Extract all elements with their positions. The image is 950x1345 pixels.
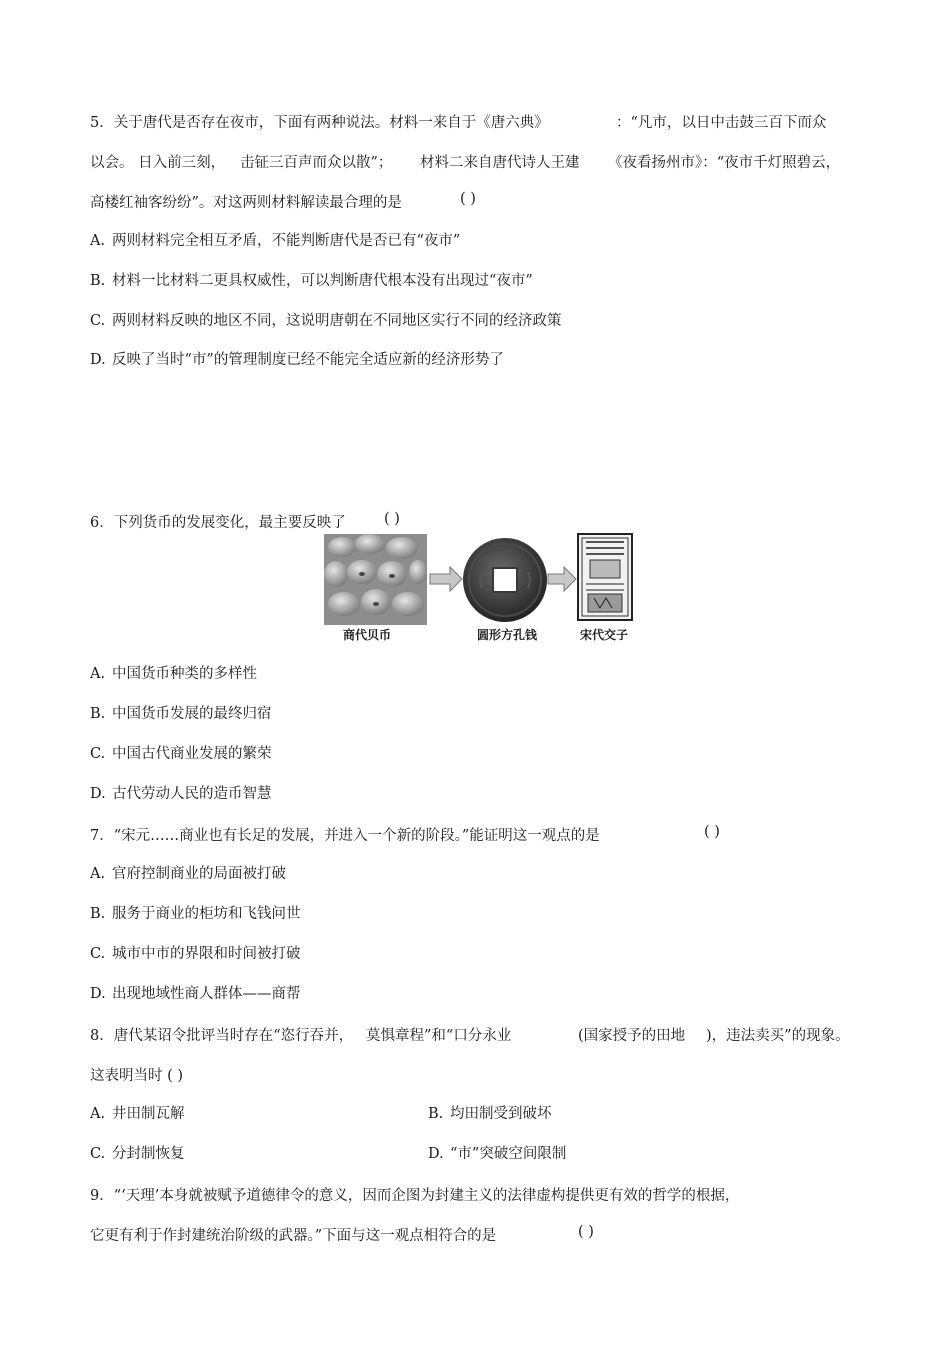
option-text: 两则材料完全相互矛盾，不能判断唐代是否已有“夜市”	[112, 233, 461, 249]
q9-stem-line1: 9．“‘天理’本身就被赋予道德律令的意义，因而企图为封建主义的法律虚构提供更有效的哲学的根据，	[90, 1188, 740, 1204]
option-letter: B.	[90, 706, 106, 722]
option-text: 材料一比材料二更具权威性，可以判断唐代根本没有出现过“夜市”	[112, 273, 533, 289]
q5-answer-paren: ( )	[460, 191, 476, 207]
q6-stem: 6．下列货币的发展变化，最主要反映了	[90, 515, 346, 531]
option-letter: C.	[90, 946, 106, 962]
option-letter: A.	[90, 866, 106, 882]
q5-option-d[interactable]	[90, 350, 504, 370]
q7-option-a[interactable]	[90, 864, 286, 884]
option-letter: D.	[90, 352, 106, 368]
q5-stem-line2-a: 以会。 日入前三刻，	[90, 155, 226, 171]
option-letter: A.	[90, 1106, 106, 1122]
q7-option-d[interactable]	[90, 984, 301, 1004]
option-text: 中国货币种类的多样性	[112, 666, 257, 682]
q9-answer-paren: ( )	[578, 1224, 594, 1240]
q7-option-c[interactable]	[90, 944, 301, 964]
option-text: 反映了当时“市”的管理制度已经不能完全适应新的经济形势了	[112, 352, 504, 368]
q5-stem-line1-a: 5．关于唐代是否存在夜市，下面有两种说法。材料一来自于《唐六典》	[90, 115, 549, 131]
option-letter: B.	[90, 906, 106, 922]
option-text: 分封制恢复	[112, 1146, 185, 1162]
option-text: 中国货币发展的最终归宿	[112, 706, 272, 722]
option-letter: D.	[90, 786, 106, 802]
currency-figure-svg	[322, 532, 642, 627]
q8-stem-line1-b: 莫惧章程”和“口分永业	[366, 1028, 512, 1044]
option-text: 城市中市的界限和时间被打破	[112, 946, 301, 962]
arrow-right-icon	[548, 567, 576, 591]
shell-money-image	[324, 534, 427, 625]
q8-stem-line2: 这表明当时 ( )	[90, 1068, 184, 1084]
q8-option-b[interactable]	[428, 1104, 552, 1124]
option-letter: D.	[428, 1146, 444, 1162]
q5-stem-line3-a: 高楼红袖客纷纷”。对这两则材料解读最合理的是	[90, 195, 402, 211]
option-letter: A.	[90, 233, 106, 249]
option-letter: C.	[90, 313, 106, 329]
q8-stem-line1-d: )，违法卖买”的现象。	[706, 1028, 850, 1044]
q5-stem-line2-b: 击钲三百声而众以散”；	[240, 155, 393, 171]
q6-option-a[interactable]	[90, 664, 257, 684]
option-text: 古代劳动人民的造币智慧	[112, 786, 272, 802]
q5-option-b[interactable]	[90, 271, 533, 291]
option-text: 均田制受到破坏	[450, 1106, 552, 1122]
option-text: 两则材料反映的地区不同，这说明唐朝在不同地区实行不同的经济政策	[112, 313, 562, 329]
q8-option-c[interactable]	[90, 1144, 185, 1164]
caption-jiaozi: 宋代交子	[580, 628, 629, 642]
option-text: 中国古代商业发展的繁荣	[112, 746, 272, 762]
q9-stem-line2: 它更有利于作封建统治阶级的武器。”下面与这一观点相符合的是	[90, 1228, 497, 1244]
caption-shell-money: 商代贝币	[343, 628, 392, 642]
caption-round-coin: 圆形方孔钱	[477, 628, 538, 642]
option-text: 服务于商业的柜坊和飞钱问世	[112, 906, 301, 922]
q5-stem-line2-d: 《夜看扬州市》：“夜市千灯照碧云，	[608, 155, 841, 171]
q6-option-b[interactable]	[90, 704, 272, 724]
q6-answer-paren: ( )	[384, 511, 400, 527]
q7-stem: 7．“宋元……商业也有长足的发展，并进入一个新的阶段。”能证明这一观点的是	[90, 828, 600, 844]
q6-option-d[interactable]	[90, 784, 272, 804]
q5-option-c[interactable]	[90, 311, 562, 331]
option-letter: C.	[90, 1146, 106, 1162]
option-letter: C.	[90, 746, 106, 762]
jiaozi-note-image	[578, 534, 632, 620]
option-text: 官府控制商业的局面被打破	[112, 866, 286, 882]
q8-option-d[interactable]	[428, 1144, 566, 1164]
option-letter: B.	[428, 1106, 444, 1122]
q5-option-a[interactable]	[90, 231, 460, 251]
q5-stem-line2-c: 材料二来自唐代诗人王建	[420, 155, 580, 171]
option-letter: B.	[90, 273, 106, 289]
arrow-right-icon	[430, 567, 462, 591]
q8-stem-line1-c: (国家授予的田地	[578, 1028, 686, 1044]
option-text: “市”突破空间限制	[450, 1146, 567, 1162]
q5-stem-line1-b: ：“凡市，以日中击鼓三百下而众	[616, 115, 827, 131]
q8-option-a[interactable]	[90, 1104, 185, 1124]
option-text: 井田制瓦解	[112, 1106, 185, 1122]
option-letter: D.	[90, 986, 106, 1002]
option-text: 出现地域性商人群体——商帮	[112, 986, 301, 1002]
q7-answer-paren: ( )	[704, 824, 720, 840]
q7-option-b[interactable]	[90, 904, 301, 924]
q6-option-c[interactable]	[90, 744, 272, 764]
option-letter: A.	[90, 666, 106, 682]
q8-stem-line1-a: 8．唐代某诏令批评当时存在“恣行吞并，	[90, 1028, 354, 1044]
square-hole-coin-image	[463, 538, 547, 622]
